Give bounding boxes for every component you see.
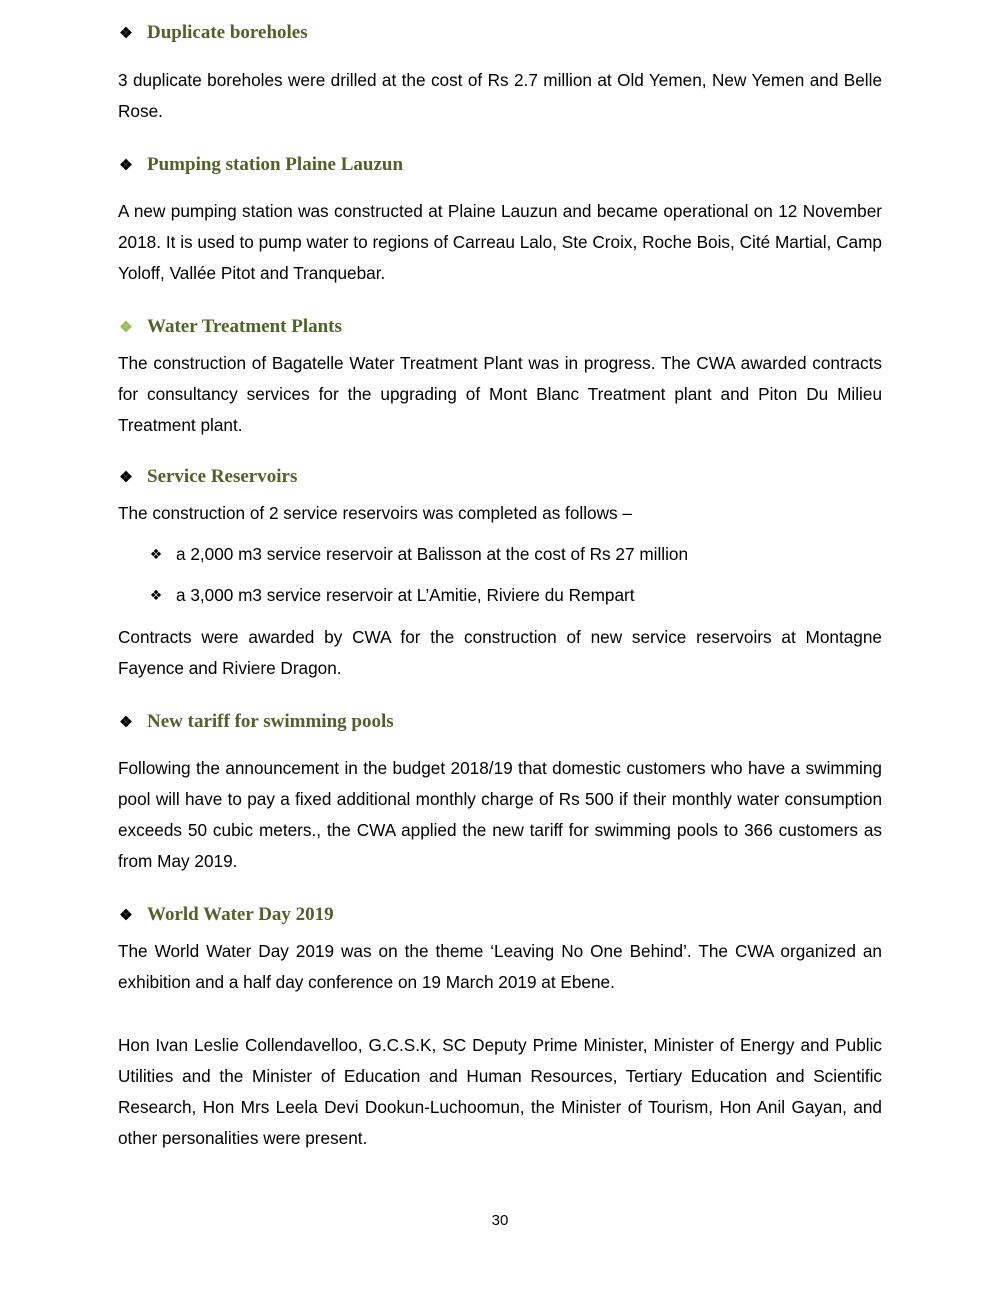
heading-text: Pumping station Plaine Lauzun bbox=[147, 154, 404, 175]
list-item-text: a 2,000 m3 service reservoir at Balisson at the cost of Rs 27 million bbox=[176, 544, 689, 564]
paragraph-pumping: A new pumping station was constructed at Plaine Lauzun and became operational on 12 November 2018. It is used to pump water to regions of Carreau Lalo, Ste Croix, Roche Bois, Cité Martial, Camp Yoloff, Vallée Pitot and Tranquebar. bbox=[118, 201, 882, 283]
diamond-bullet-icon: ❖ bbox=[119, 157, 133, 174]
diamond-bullet-icon: ❖ bbox=[119, 319, 133, 336]
paragraph-treatment: The construction of Bagatelle Water Treatment Plant was in progress. The CWA awarded contracts for consultancy services for the upgrading of Mont Blanc Treatment plant and Piton Du Milieu Treatment plant. bbox=[118, 353, 882, 435]
heading-text: New tariff for swimming pools bbox=[147, 711, 394, 732]
heading-water-treatment bbox=[118, 316, 342, 338]
paragraph-waterday-attendees: Hon Ivan Leslie Collendavelloo, G.C.S.K, SC Deputy Prime Minister, Minister of Energy and Public Utilities and the Minister of Education and Human Resources, Tertiary Education and Scientific Research, Hon Mrs Leela Devi Dookun-Luchoomun, the Minister of Tourism, Hon Anil Gayan, and other personalities were present. bbox=[118, 1035, 882, 1148]
heading-duplicate-boreholes bbox=[118, 22, 308, 44]
heading-world-water-day bbox=[118, 904, 334, 926]
list-item bbox=[148, 539, 688, 570]
paragraph-waterday: The World Water Day 2019 was on the theme ‘Leaving No One Behind’. The CWA organized an exhibition and a half day conference on 19 March 2019 at Ebene. bbox=[118, 941, 882, 992]
diamond-bullet-icon: ❖ bbox=[149, 546, 163, 562]
paragraph-reservoirs-intro: The construction of 2 service reservoirs was completed as follows – bbox=[118, 503, 632, 523]
paragraph-reservoirs-outro: Contracts were awarded by CWA for the construction of new service reservoirs at Montagne Fayence and Riviere Dragon. bbox=[118, 627, 882, 678]
page-number: 30 bbox=[491, 1212, 509, 1229]
heading-pumping-station bbox=[118, 154, 403, 176]
heading-text: Duplicate boreholes bbox=[147, 22, 308, 43]
diamond-bullet-icon: ❖ bbox=[119, 25, 133, 42]
paragraph-boreholes: 3 duplicate boreholes were drilled at the cost of Rs 2.7 million at Old Yemen, New Yemen and Belle Rose. bbox=[118, 70, 882, 121]
heading-text: World Water Day 2019 bbox=[147, 904, 334, 925]
list-item-text: a 3,000 m3 service reservoir at L’Amitie, Riviere du Rempart bbox=[176, 585, 635, 605]
diamond-bullet-icon: ❖ bbox=[119, 907, 133, 924]
diamond-bullet-icon: ❖ bbox=[119, 714, 133, 731]
diamond-bullet-icon: ❖ bbox=[149, 587, 163, 603]
heading-text: Water Treatment Plants bbox=[147, 316, 342, 337]
paragraph-tariff: Following the announcement in the budget 2018/19 that domestic customers who have a swimming pool will have to pay a fixed additional monthly charge of Rs 500 if their monthly water consumption exceeds 50 cubic meters., the CWA applied the new tariff for swimming pools to 366 customers as from May 2019. bbox=[118, 758, 882, 871]
heading-text: Service Reservoirs bbox=[147, 466, 298, 487]
heading-new-tariff bbox=[118, 711, 394, 733]
diamond-bullet-icon: ❖ bbox=[119, 469, 133, 486]
heading-service-reservoirs bbox=[118, 466, 297, 488]
list-item bbox=[148, 580, 635, 611]
